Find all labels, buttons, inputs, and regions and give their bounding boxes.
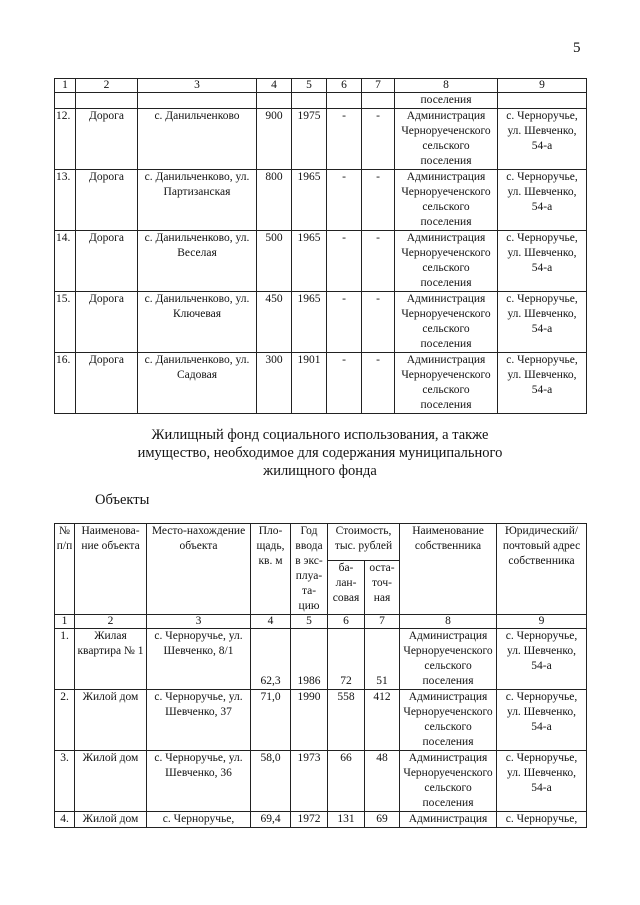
row-year: 1965: [292, 292, 327, 353]
row-year: 1986: [291, 629, 328, 690]
row-name: Дорога: [76, 292, 138, 353]
row-area: 900: [257, 109, 292, 170]
row-year: 1901: [292, 353, 327, 414]
table-row: [55, 751, 587, 812]
header-cell: 1: [55, 79, 76, 93]
row-c6: -: [327, 292, 362, 353]
row-address: с. Черноручье, ул. Шевченко, 54-а: [497, 690, 587, 751]
header-cell: 9: [498, 79, 587, 93]
row-num: 12.: [55, 109, 76, 170]
row-location: с. Черноручье,: [147, 812, 251, 828]
row-area: 62,3: [251, 629, 291, 690]
table-row: [55, 629, 587, 690]
header-residual: оста-точ-ная: [365, 560, 400, 614]
row-residual: 48: [365, 751, 400, 812]
row-location: с. Данильченково, ул. Садовая: [138, 353, 257, 414]
row-owner: Администрация: [400, 812, 497, 828]
section-subheading: Объекты: [95, 492, 150, 508]
table-row: [55, 109, 587, 170]
header-cell: 2: [75, 615, 147, 629]
table-row: [55, 690, 587, 751]
table-row: [55, 231, 587, 292]
row-address: с. Черноручье, ул. Шевченко, 54-а: [498, 231, 587, 292]
row-owner: Администрация Черноруеченского сельского поселения: [395, 292, 498, 353]
header-cell: 3: [147, 615, 251, 629]
header-cell: 9: [497, 615, 587, 629]
row-address: с. Черноручье, ул. Шевченко, 54-а: [498, 353, 587, 414]
row-num: 2.: [55, 690, 75, 751]
row-c6: -: [327, 231, 362, 292]
header-location: Место-нахождение объекта: [147, 524, 251, 615]
row-c6: -: [327, 109, 362, 170]
row-residual: 69: [365, 812, 400, 828]
table-row: [55, 292, 587, 353]
row-balance: 72: [328, 629, 365, 690]
row-address: с. Черноручье, ул. Шевченко, 54-а: [498, 170, 587, 231]
table-header-numbers: [55, 615, 587, 629]
header-address: Юридический/ почтовый адрес собственника: [497, 524, 587, 615]
row-name: Жилой дом: [75, 751, 147, 812]
row-area: 800: [257, 170, 292, 231]
row-location: с. Данильченково: [138, 109, 257, 170]
row-owner: Администрация Черноруеченского сельского поселения: [395, 109, 498, 170]
page-number: 5: [573, 40, 581, 56]
row-address: с. Черноручье, ул. Шевченко, 54-а: [498, 292, 587, 353]
table-row: [55, 353, 587, 414]
header-balance: ба-лан-совая: [328, 560, 365, 614]
row-year: 1972: [291, 812, 328, 828]
header-cell: 6: [328, 615, 365, 629]
row-year: 1975: [292, 109, 327, 170]
header-cell: 8: [400, 615, 497, 629]
continuation-cell: поселения: [395, 93, 498, 109]
row-year: 1965: [292, 170, 327, 231]
row-owner: Администрация Черноруеченского сельского поселения: [395, 231, 498, 292]
row-c7: -: [362, 353, 395, 414]
row-owner: Администрация Черноруеченского сельского поселения: [395, 353, 498, 414]
row-num: 15.: [55, 292, 76, 353]
row-address: с. Черноручье, ул. Шевченко, 54-а: [498, 109, 587, 170]
row-location: с. Черноручье, ул. Шевченко, 36: [147, 751, 251, 812]
header-cell: 4: [257, 79, 292, 93]
row-name: Жилой дом: [75, 690, 147, 751]
row-area: 58,0: [251, 751, 291, 812]
row-num: 13.: [55, 170, 76, 231]
header-cell: 5: [291, 615, 328, 629]
header-name: Наименова-ние объекта: [75, 524, 147, 615]
table-row-continuation: [55, 93, 587, 109]
row-balance: 66: [328, 751, 365, 812]
row-address: с. Черноручье, ул. Шевченко, 54-а: [497, 629, 587, 690]
row-name: Дорога: [76, 109, 138, 170]
header-cell: 5: [292, 79, 327, 93]
row-owner: Администрация Черноруеченского сельского поселения: [400, 690, 497, 751]
row-name: Жилая квартира № 1: [75, 629, 147, 690]
section-heading: Жилищный фонд социального использования, а также имущество, необходимое для содержания муниципального жилищного фонда: [137, 427, 503, 479]
row-residual: 412: [365, 690, 400, 751]
header-year: Год ввода в экс-плуа-та-цию: [291, 524, 328, 615]
row-location: с. Черноручье, ул. Шевченко, 8/1: [147, 629, 251, 690]
header-cost: Стоимость, тыс. рублей: [328, 524, 400, 561]
row-owner: Администрация Черноруеченского сельского поселения: [395, 170, 498, 231]
header-cell: 2: [76, 79, 138, 93]
row-area: 71,0: [251, 690, 291, 751]
row-name: Дорога: [76, 231, 138, 292]
header-cell: 4: [251, 615, 291, 629]
row-residual: 51: [365, 629, 400, 690]
housing-table: [54, 523, 587, 828]
table-header-numbers: [55, 79, 587, 93]
row-location: с. Данильченково, ул. Партизанская: [138, 170, 257, 231]
row-area: 69,4: [251, 812, 291, 828]
header-cell: 1: [55, 615, 75, 629]
row-year: 1965: [292, 231, 327, 292]
table-header-row: [55, 524, 587, 561]
row-c6: -: [327, 353, 362, 414]
row-year: 1973: [291, 751, 328, 812]
header-owner: Наименование собственника: [400, 524, 497, 615]
table-row: [55, 170, 587, 231]
header-cell: 6: [327, 79, 362, 93]
header-num: № п/п: [55, 524, 75, 615]
table-row: [55, 812, 587, 828]
row-c6: -: [327, 170, 362, 231]
row-balance: 558: [328, 690, 365, 751]
header-cell: 8: [395, 79, 498, 93]
row-year: 1990: [291, 690, 328, 751]
row-name: Дорога: [76, 170, 138, 231]
row-location: с. Черноручье, ул. Шевченко, 37: [147, 690, 251, 751]
row-c7: -: [362, 292, 395, 353]
header-area: Пло-щадь, кв. м: [251, 524, 291, 615]
row-num: 14.: [55, 231, 76, 292]
row-num: 3.: [55, 751, 75, 812]
row-owner: Администрация Черноруеченского сельского поселения: [400, 629, 497, 690]
row-address: с. Черноручье, ул. Шевченко, 54-а: [497, 751, 587, 812]
row-c7: -: [362, 231, 395, 292]
roads-table: [54, 78, 587, 414]
header-cell: 3: [138, 79, 257, 93]
row-location: с. Данильченково, ул. Веселая: [138, 231, 257, 292]
row-address: с. Черноручье,: [497, 812, 587, 828]
header-cell: 7: [362, 79, 395, 93]
row-c7: -: [362, 170, 395, 231]
row-area: 300: [257, 353, 292, 414]
row-location: с. Данильченково, ул. Ключевая: [138, 292, 257, 353]
row-c7: -: [362, 109, 395, 170]
row-num: 4.: [55, 812, 75, 828]
row-area: 450: [257, 292, 292, 353]
header-cell: 7: [365, 615, 400, 629]
row-name: Дорога: [76, 353, 138, 414]
row-area: 500: [257, 231, 292, 292]
row-balance: 131: [328, 812, 365, 828]
row-owner: Администрация Черноруеченского сельского поселения: [400, 751, 497, 812]
row-num: 16.: [55, 353, 76, 414]
row-name: Жилой дом: [75, 812, 147, 828]
row-num: 1.: [55, 629, 75, 690]
